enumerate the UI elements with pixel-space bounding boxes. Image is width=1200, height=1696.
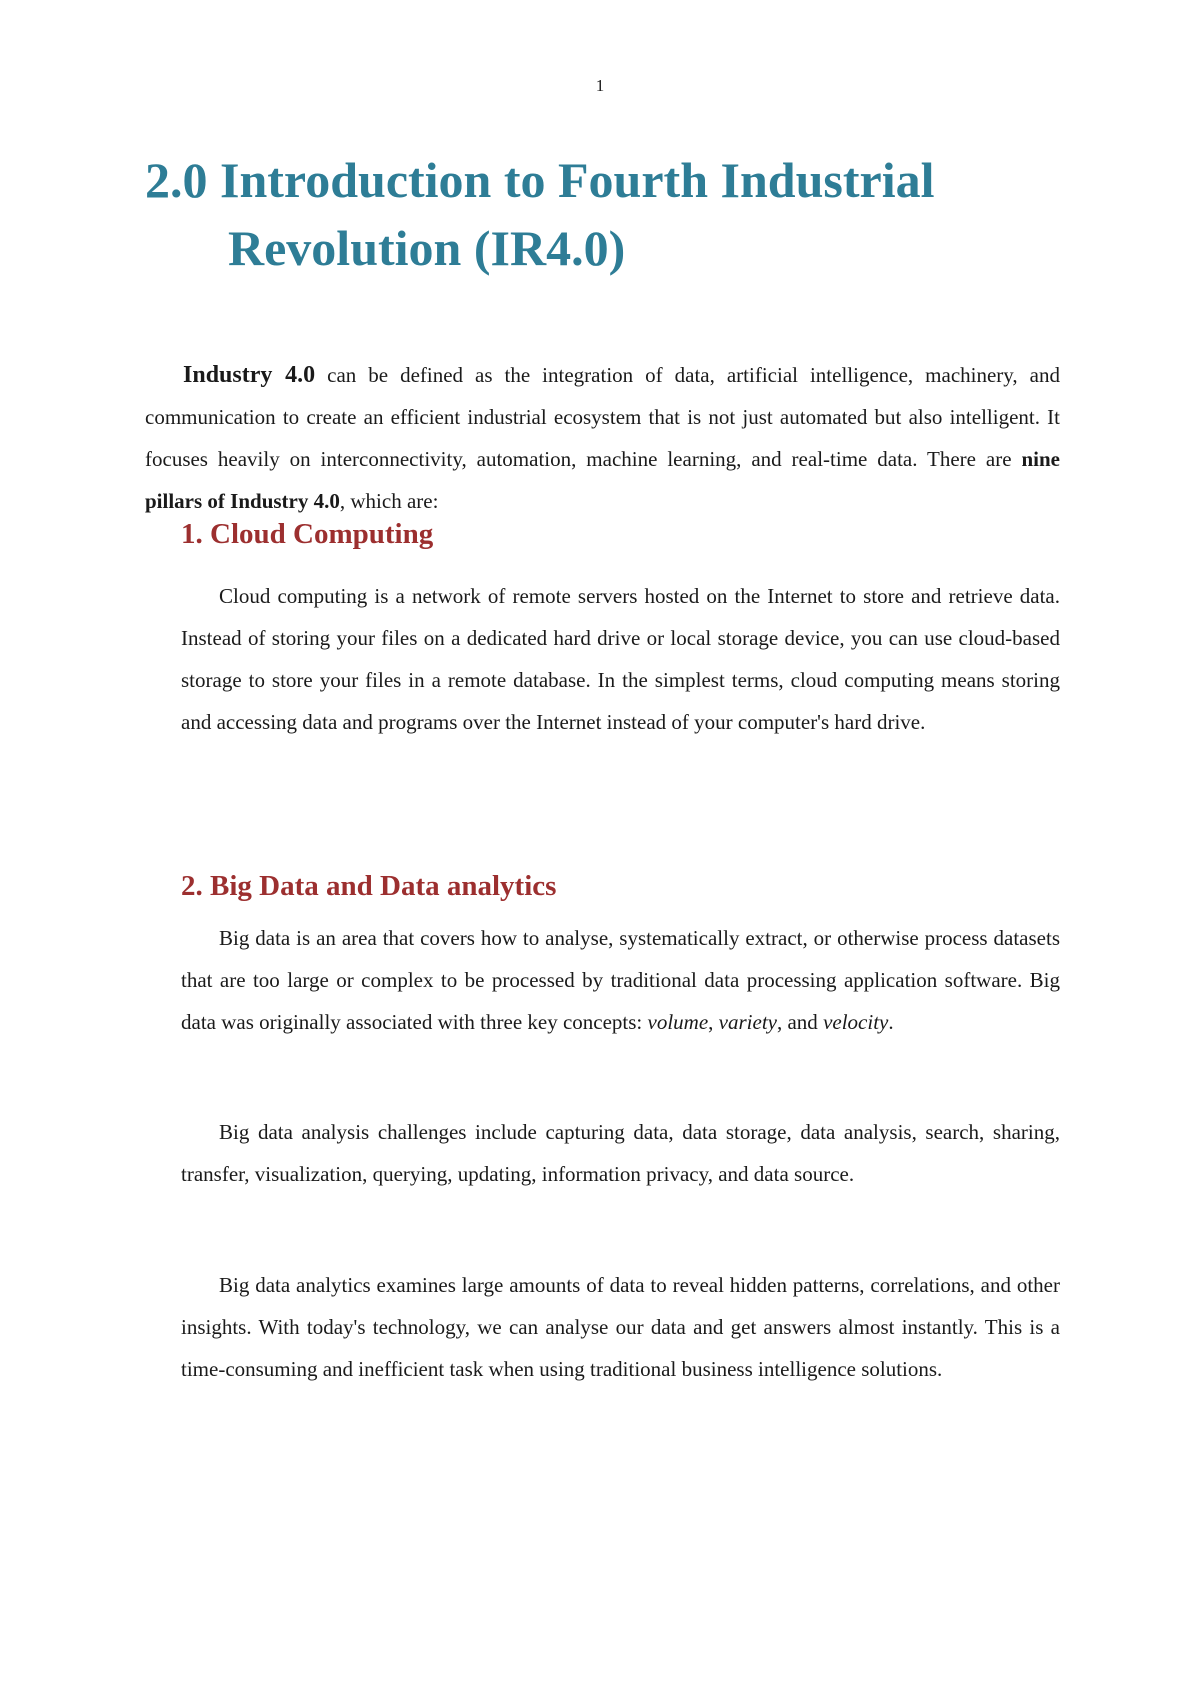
term-variety: variety (718, 1010, 777, 1034)
big-data-p1-text: Big data is an area that covers how to analyse, systematically extract, or otherwise process datasets that are too large or complex to be processed by traditional data processing application software. Big data was originally associated with three key concepts: (181, 926, 1060, 1034)
intro-bold-phrase: nine pillars of Industry 4.0 (145, 447, 1060, 513)
page-number: 1 (595, 76, 605, 95)
document-title-line-1: 2.0 Introduction to Fourth Industrial (145, 152, 935, 208)
intro-paragraph (145, 354, 1060, 522)
intro-lead-term: Industry 4.0 (183, 362, 316, 388)
cloud-computing-paragraph: Cloud computing is a network of remote servers hosted on the Internet to store and retrieve data. Instead of storing your files on a dedicated hard drive or local storage device, you can use cloud-based storage to store your files in a remote database. In the simplest terms, cloud computing means storing and accessing data and programs over the Internet instead of your computer's hard drive. (181, 584, 1060, 734)
big-data-p1-end: . (888, 1010, 894, 1034)
document-title (145, 146, 1105, 282)
term-velocity: velocity (823, 1010, 889, 1034)
big-data-paragraph-3: Big data analytics examines large amounts of data to reveal hidden patterns, correlations, and other insights. With today's technology, we can analyse our data and get answers almost instantly. This is a time-consuming and inefficient task when using traditional business intelligence solutions. (181, 1273, 1060, 1381)
section-heading-big-data: 2. Big Data and Data analytics (181, 870, 557, 902)
document-title-line-2: Revolution (IR4.0) (228, 220, 626, 276)
big-data-paragraph-2: Big data analysis challenges include capturing data, data storage, data analysis, search, sharing, transfer, visualization, querying, updating, information privacy, and data source. (181, 1120, 1060, 1186)
intro-text-1: can be defined as the integration of data, artificial intelligence, machinery, and communication to create an efficient industrial ecosystem that is not just automated but also intelligent. It focuses heavily on interconnectivity, automation, machine learning, and real-time data. There are (145, 363, 1060, 471)
intro-text-2: , which are: (339, 489, 439, 513)
term-volume: volume (647, 1010, 709, 1034)
term-separator-1: , (708, 1010, 719, 1034)
term-separator-2: , and (776, 1010, 824, 1034)
section-heading-cloud-computing: 1. Cloud Computing (181, 518, 434, 550)
big-data-paragraph-1 (181, 917, 1060, 1043)
